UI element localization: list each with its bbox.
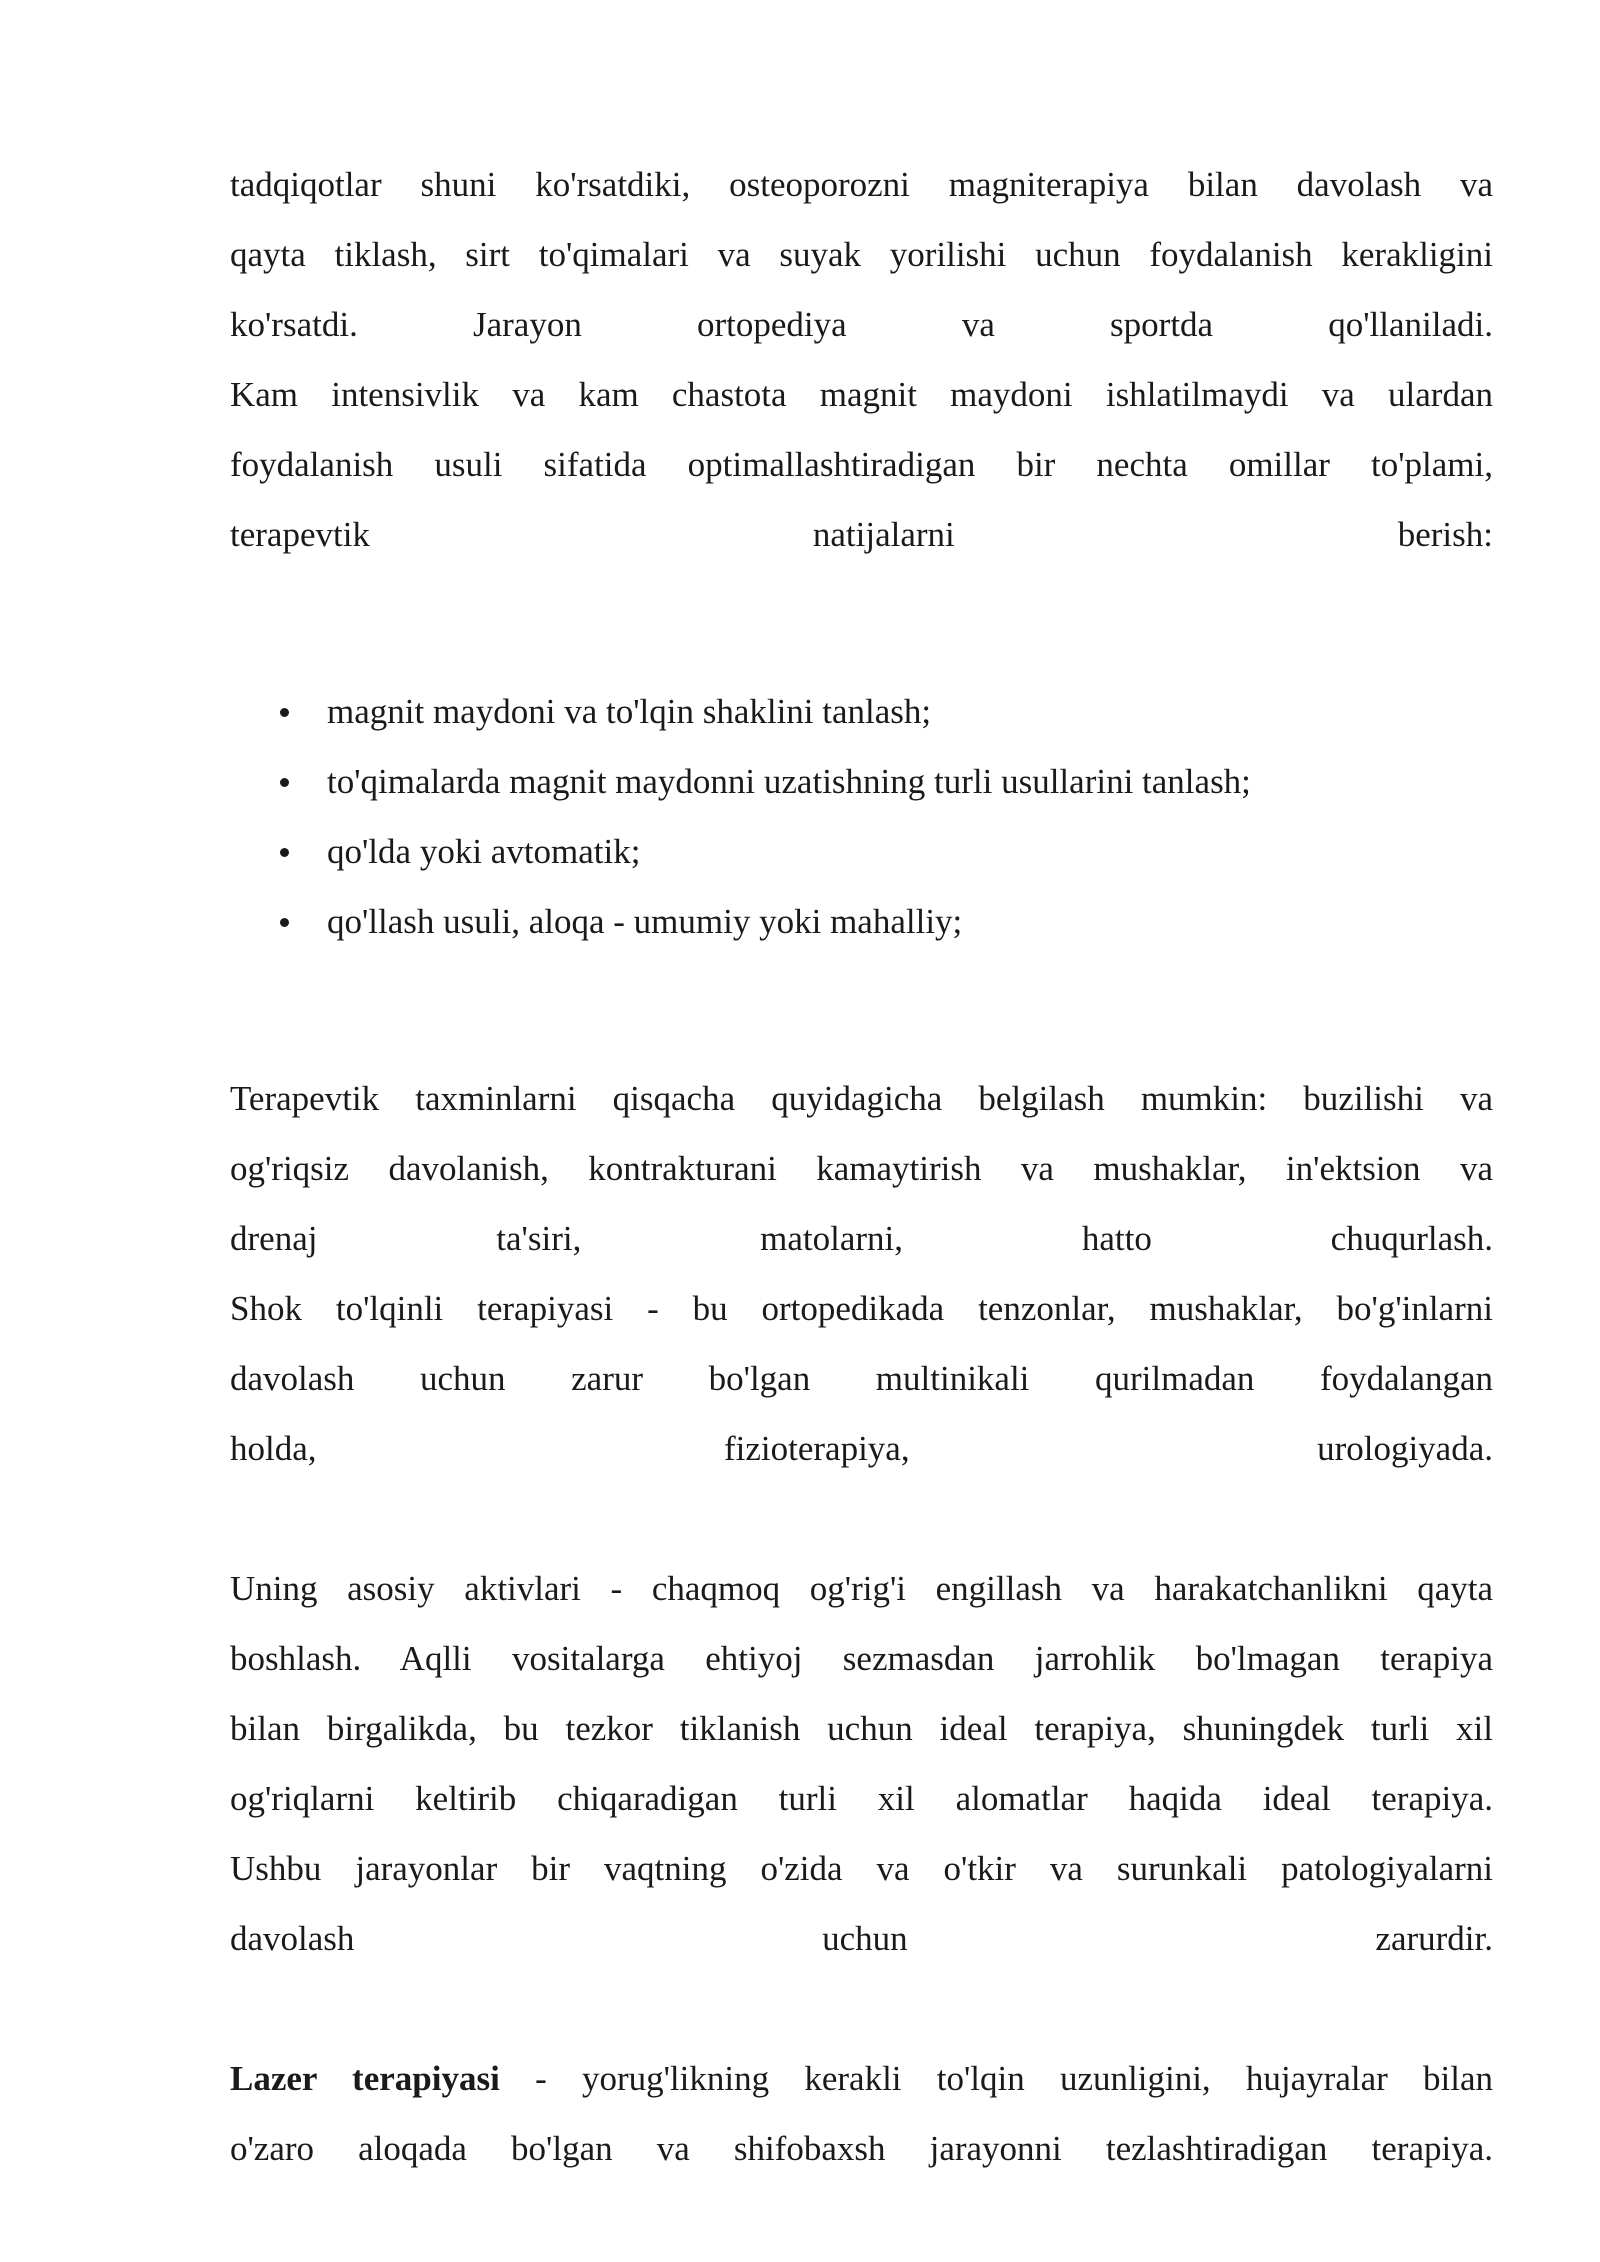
text-line: bilan birgalikda, bu tezkor tiklanish uchun ideal terapiya, shuningdek turli xil	[230, 1709, 1493, 1748]
text-line: davolash uchun zarurdir.	[230, 1919, 1493, 1958]
bullet-list	[230, 677, 1493, 957]
list-item-text: qo'lda yoki avtomatik;	[327, 832, 641, 871]
text-line: Kam intensivlik va kam chastota magnit maydoni ishlatilmaydi va ulardan	[230, 375, 1493, 414]
spacer	[230, 1974, 1493, 2044]
list-item-text: magnit maydoni va to'lqin shaklini tanlash;	[327, 692, 932, 731]
text-line: Terapevtik taxminlarni qisqacha quyidagicha belgilash mumkin: buzilishi va	[230, 1079, 1493, 1118]
text-line: davolash uchun zarur bo'lgan multinikali qurilmadan foydalangan	[230, 1359, 1493, 1398]
text-line: qayta tiklash, sirt to'qimalari va suyak yorilishi uchun foydalanish kerakligini	[230, 235, 1493, 274]
text-line: Ushbu jarayonlar bir vaqtning o'zida va o'tkir va surunkali patologiyalarni	[230, 1849, 1493, 1888]
list-item	[230, 817, 1493, 887]
paragraph-1	[230, 150, 1493, 570]
paragraph-2	[230, 1064, 1493, 1484]
text-line: ko'rsatdi. Jarayon ortopediya va sportda qo'llaniladi.	[230, 305, 1493, 344]
text-line: terapevtik natijalarni berish:	[230, 515, 1493, 554]
text-line: drenaj ta'siri, matolarni, hatto chuqurlash.	[230, 1219, 1493, 1258]
bullet-icon	[280, 708, 289, 717]
bullet-icon	[280, 778, 289, 787]
text-line: Shok to'lqinli terapiyasi - bu ortopedikada tenzonlar, mushaklar, bo'g'inlarni	[230, 1289, 1493, 1328]
text-line	[230, 2044, 1493, 2114]
text-line: boshlash. Aqlli vositalarga ehtiyoj sezmasdan jarrohlik bo'lmagan terapiya	[230, 1639, 1493, 1678]
spacer	[230, 570, 1493, 677]
spacer	[230, 957, 1493, 1064]
list-item	[230, 887, 1493, 957]
text-line: holda, fizioterapiya, urologiyada.	[230, 1429, 1493, 1468]
text-line: Uning asosiy aktivlari - chaqmoq og'rig'i engillash va harakatchanlikni qayta	[230, 1569, 1493, 1608]
list-item-text: qo'llash usuli, aloqa - umumiy yoki mahalliy;	[327, 902, 963, 941]
bold-term: Lazer terapiyasi	[230, 2059, 500, 2098]
text-line: tadqiqotlar shuni ko'rsatdiki, osteoporozni magniterapiya bilan davolash va	[230, 165, 1493, 204]
paragraph-3	[230, 1554, 1493, 1974]
text-line: o'zaro aloqada bo'lgan va shifobaxsh jarayonni tezlashtiradigan terapiya.	[230, 2129, 1493, 2168]
text-fragment: - yorug'likning kerakli to'lqin uzunligini, hujayralar bilan	[499, 2059, 1494, 2098]
text-line: og'riqlarni keltirib chiqaradigan turli xil alomatlar haqida ideal terapiya.	[230, 1779, 1493, 1818]
list-item	[230, 747, 1493, 817]
bullet-icon	[280, 848, 289, 857]
list-item	[230, 677, 1493, 747]
text-line: foydalanish usuli sifatida optimallashtiradigan bir nechta omillar to'plami,	[230, 445, 1493, 484]
spacer	[230, 1484, 1493, 1554]
list-item-text: to'qimalarda magnit maydonni uzatishning turli usullarini tanlash;	[327, 762, 1251, 801]
document-page	[230, 150, 1493, 2184]
text-line: og'riqsiz davolanish, kontrakturani kamaytirish va mushaklar, in'ektsion va	[230, 1149, 1493, 1188]
bullet-icon	[280, 918, 289, 927]
paragraph-4	[230, 2044, 1493, 2184]
